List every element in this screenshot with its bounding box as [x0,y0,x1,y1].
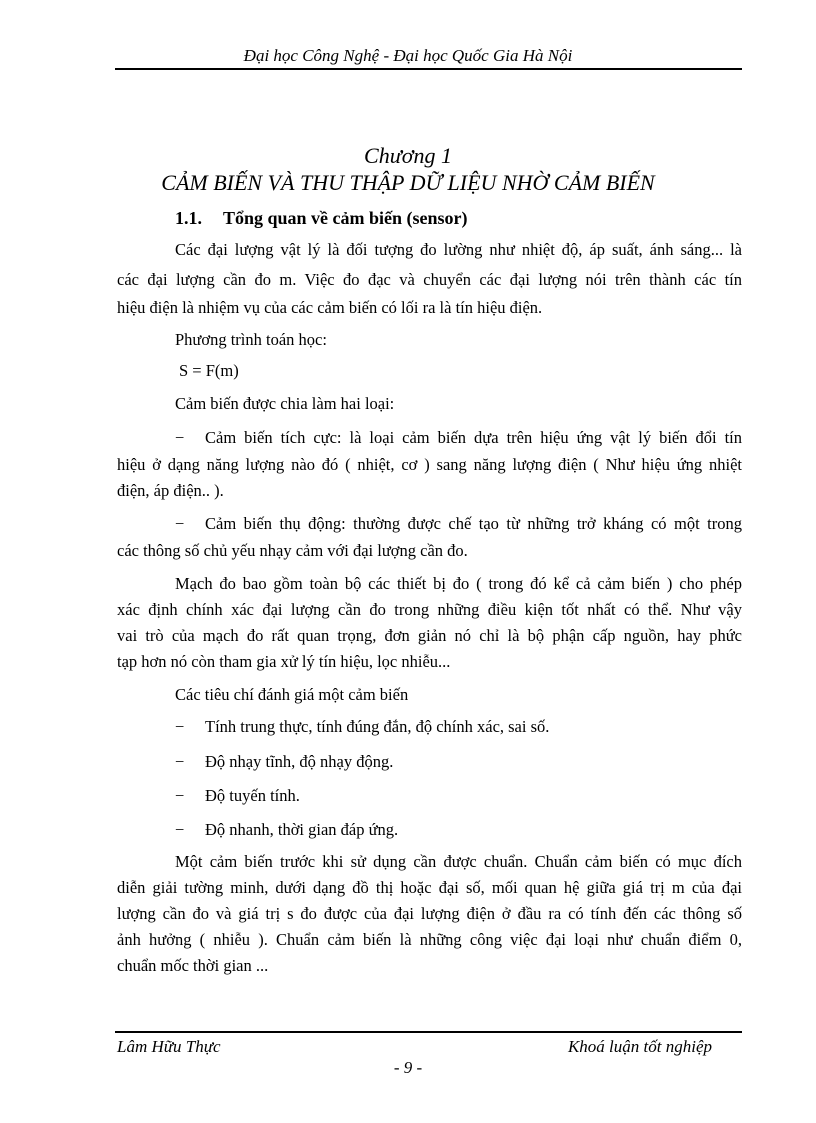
paragraph-line: điện, áp điện.. ). [117,481,224,500]
paragraph-line: Phương trình toán học: [175,330,327,349]
chapter-title: CẢM BIẾN VÀ THU THẬP DỮ LIỆU NHỜ CẢM BIẾN [161,170,655,195]
section-number: 1.1. [175,208,202,228]
list-item [175,752,393,772]
list-item-text: Độ nhanh, thời gian đáp ứng. [205,820,399,839]
list-item [175,428,742,448]
paragraph-line: Các đại lượng vật lý là đối tượng đo lường như nhiệt độ, áp suất, ánh sáng... là [175,240,742,259]
list-item-text: Độ nhạy tĩnh, độ nhạy động. [205,752,394,771]
footer-divider [115,1031,742,1033]
dash-bullet: − [175,786,185,805]
dash-bullet: − [175,752,185,771]
paragraph-line: diễn giải tường minh, dưới dạng đồ thị hoặc đại số, mối quan hệ giữa giá trị m của đại [117,878,742,897]
section-heading [175,208,468,229]
list-item [175,820,398,840]
paragraph-line: lượng cần đo và giá trị s đo được của đại lượng điện ở đầu ra có tính đến các thông số [117,904,742,923]
page-header: Đại học Công Nghệ - Đại học Quốc Gia Hà Nội [243,46,573,65]
paragraph-line: hiệu ở dạng năng lượng nào đó ( nhiệt, cơ ) sang năng lượng điện ( Như hiệu ứng nhiệt [117,455,742,474]
dash-bullet: − [175,717,185,736]
list-item [175,514,742,534]
paragraph-line: ảnh hưởng ( nhiễu ). Chuẩn cảm biến là những công việc đại loại như chuẩn điểm 0, [117,930,742,949]
list-item-text: Độ tuyến tính. [205,786,300,805]
paragraph-line: Cảm biến được chia làm hai loại: [175,394,395,413]
paragraph-line: chuẩn mốc thời gian ... [117,956,269,975]
paragraph-line: Các tiêu chí đánh giá một cảm biến [175,685,409,704]
paragraph-line: hiệu điện là nhiệm vụ của các cảm biến có lối ra là tín hiệu điện. [117,298,543,317]
paragraph-line: tạp hơn nó còn tham gia xử lý tín hiệu, lọc nhiễu... [117,652,451,671]
header-divider [115,68,742,70]
footer-author: Lâm Hữu Thực [117,1037,221,1056]
paragraph-line: các đại lượng cần đo m. Việc đo đạc và chuyển các đại lượng nói trên thành các tín [117,270,742,289]
paragraph-line: các thông số chủ yếu nhạy cảm với đại lượng cần đo. [117,541,468,560]
list-item-text: Tính trung thực, tính đúng đắn, độ chính xác, sai số. [205,717,550,736]
paragraph-line: vai trò của mạch đo rất quan trọng, đơn giản nó chỉ là bộ phận cấp nguồn, hay phức [117,626,742,645]
page-number: - 9 - [393,1058,423,1077]
list-item-text: Cảm biến thụ động: thường được chế tạo từ những trở kháng có một trong [205,514,742,533]
paragraph-line: Mạch đo bao gồm toàn bộ các thiết bị đo ( trong đó kể cả cảm biến ) cho phép [175,574,742,593]
list-item [175,786,300,806]
footer-thesis-label: Khoá luận tốt nghiệp [567,1037,712,1056]
paragraph-line: Một cảm biến trước khi sử dụng cần được chuẩn. Chuẩn cảm biến có mục đích [175,852,742,871]
dash-bullet: − [175,514,185,533]
equation: S = F(m) [179,361,239,380]
section-title: Tổng quan về cảm biến (sensor) [223,208,468,228]
chapter-number: Chương 1 [364,143,452,168]
list-item [175,717,549,737]
list-item-text: Cảm biến tích cực: là loại cảm biến dựa trên hiệu ứng vật lý biến đổi tín [205,428,742,447]
dash-bullet: − [175,820,185,839]
paragraph-line: xác định chính xác đại lượng cần đo trong những điều kiện tốt nhất có thể. Như vậy [117,600,742,619]
dash-bullet: − [175,428,185,447]
